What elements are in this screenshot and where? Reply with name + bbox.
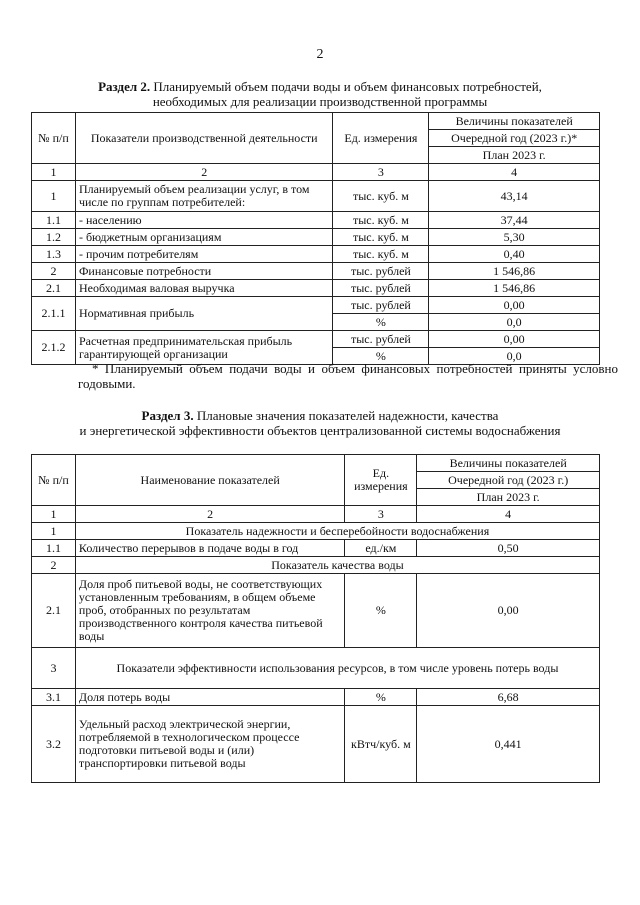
row-num: 2.1.1 (32, 297, 76, 331)
row-value: 0,0 (429, 348, 600, 365)
table-row (32, 331, 600, 348)
row-value: 0,00 (417, 574, 600, 648)
row-unit: % (345, 574, 417, 648)
table-row (32, 181, 600, 212)
row-num: 2.1 (32, 280, 76, 297)
section2-footnote: * Планируемый объем подачи воды и объем финансовых потребностей приняты условно годовыми. (78, 361, 618, 391)
group-name: Показатели эффективности использования ресурсов, в том числе уровень потерь воды (75, 648, 599, 689)
section3-title (0, 408, 640, 438)
group-name: Показатель качества воды (75, 557, 599, 574)
table-row (32, 540, 600, 557)
table-row (32, 706, 600, 783)
s2-header-indicator: Показатели производственной деятельности (75, 113, 333, 164)
row-num: 2 (32, 557, 76, 574)
row-unit: тыс. куб. м (333, 212, 429, 229)
table-row (32, 574, 600, 648)
table-row (32, 246, 600, 263)
row-num: 3.2 (32, 706, 76, 783)
row-num: 1.2 (32, 229, 76, 246)
row-name: Нормативная прибыль (75, 297, 333, 331)
row-name: - прочим потребителям (75, 246, 333, 263)
row-value: 0,0 (429, 314, 600, 331)
table-row (32, 280, 600, 297)
group-name: Показатель надежности и бесперебойности водоснабжения (75, 523, 599, 540)
row-value: 0,50 (417, 540, 600, 557)
row-name: Доля проб питьевой воды, не соответствующих установленным требованиям, в общем объеме проб, отобранных по результатам производственного контроля качества питьевой воды (75, 574, 344, 648)
s2-header-year: Очередной год (2023 г.)* (429, 130, 600, 147)
section2-title (0, 79, 640, 109)
s3-header-values: Величины показателей (417, 455, 600, 472)
row-name: Удельный расход электрической энергии, потребляемой в технологическом процессе подготовки питьевой воды и (или) транспортировки питьевой воды (75, 706, 344, 783)
s2-header-values: Величины показателей (429, 113, 600, 130)
row-num: 1.1 (32, 540, 76, 557)
row-value: 0,441 (417, 706, 600, 783)
s3-header-num: № п/п (32, 455, 76, 506)
row-unit: тыс. рублей (333, 263, 429, 280)
row-unit: тыс. рублей (333, 331, 429, 348)
table-row (32, 263, 600, 280)
table-group-row (32, 523, 600, 540)
row-unit: тыс. рублей (333, 280, 429, 297)
row-num: 1.1 (32, 212, 76, 229)
section2-title-bold: Раздел 2. (98, 79, 151, 94)
row-value: 43,14 (429, 181, 600, 212)
s3-col-number: 1 (32, 506, 76, 523)
row-num: 2.1.2 (32, 331, 76, 365)
s3-header-year: Очередной год (2023 г.) (417, 472, 600, 489)
section2-title-rest: Планируемый объем подачи воды и объем финансовых потребностей, (150, 79, 542, 94)
row-unit: % (333, 348, 429, 365)
row-unit: кВтч/куб. м (345, 706, 417, 783)
row-name: Доля потерь воды (75, 689, 344, 706)
s3-col-numbers-row (32, 506, 600, 523)
s3-col-number: 2 (75, 506, 344, 523)
s2-header-plan: План 2023 г. (429, 147, 600, 164)
section2-table (31, 112, 600, 365)
row-value: 0,00 (429, 297, 600, 314)
s2-col-number: 1 (32, 164, 76, 181)
section3-title-rest: Плановые значения показателей надежности, качества (193, 408, 499, 423)
row-num: 2 (32, 263, 76, 280)
row-value: 37,44 (429, 212, 600, 229)
row-unit: тыс. куб. м (333, 246, 429, 263)
row-name: - бюджетным организациям (75, 229, 333, 246)
row-name: - населению (75, 212, 333, 229)
row-num: 1.3 (32, 246, 76, 263)
row-value: 5,30 (429, 229, 600, 246)
s2-col-number: 3 (333, 164, 429, 181)
table-group-row (32, 648, 600, 689)
table-group-row (32, 557, 600, 574)
s2-col-number: 4 (429, 164, 600, 181)
row-unit: тыс. куб. м (333, 181, 429, 212)
row-num: 1 (32, 523, 76, 540)
row-num: 3.1 (32, 689, 76, 706)
row-unit: % (333, 314, 429, 331)
row-unit: тыс. куб. м (333, 229, 429, 246)
row-name: Необходимая валовая выручка (75, 280, 333, 297)
section2-title-line2: необходимых для реализации производственной программы (152, 94, 488, 109)
row-value: 0,00 (429, 331, 600, 348)
row-num: 3 (32, 648, 76, 689)
row-value: 1 546,86 (429, 280, 600, 297)
s2-col-numbers-row (32, 164, 600, 181)
s2-header-num: № п/п (32, 113, 76, 164)
s3-col-number: 4 (417, 506, 600, 523)
s2-col-number: 2 (75, 164, 333, 181)
row-name: Финансовые потребности (75, 263, 333, 280)
section3-table (31, 454, 600, 783)
s3-col-number: 3 (345, 506, 417, 523)
row-num: 1 (32, 181, 76, 212)
s3-header-plan: План 2023 г. (417, 489, 600, 506)
row-name: Расчетная предпринимательская прибыль гарантирующей организации (75, 331, 333, 365)
s3-header-unit: Ед. измерения (345, 455, 417, 506)
table-row (32, 689, 600, 706)
page-number: 2 (316, 47, 324, 62)
section3-title-line2: и энергетической эффективности объектов централизованной системы водоснабжения (79, 423, 561, 438)
table-row (32, 229, 600, 246)
row-value: 0,40 (429, 246, 600, 263)
row-name: Количество перерывов в подаче воды в год (75, 540, 344, 557)
row-num: 2.1 (32, 574, 76, 648)
row-unit: тыс. рублей (333, 297, 429, 314)
row-unit: ед./км (345, 540, 417, 557)
table-row (32, 297, 600, 314)
section3-title-bold: Раздел 3. (141, 408, 194, 423)
s3-header-indicator: Наименование показателей (75, 455, 344, 506)
row-value: 6,68 (417, 689, 600, 706)
row-name: Планируемый объем реализации услуг, в том числе по группам потребителей: (75, 181, 333, 212)
row-value: 1 546,86 (429, 263, 600, 280)
s2-header-unit: Ед. измерения (333, 113, 429, 164)
row-unit: % (345, 689, 417, 706)
table-row (32, 212, 600, 229)
